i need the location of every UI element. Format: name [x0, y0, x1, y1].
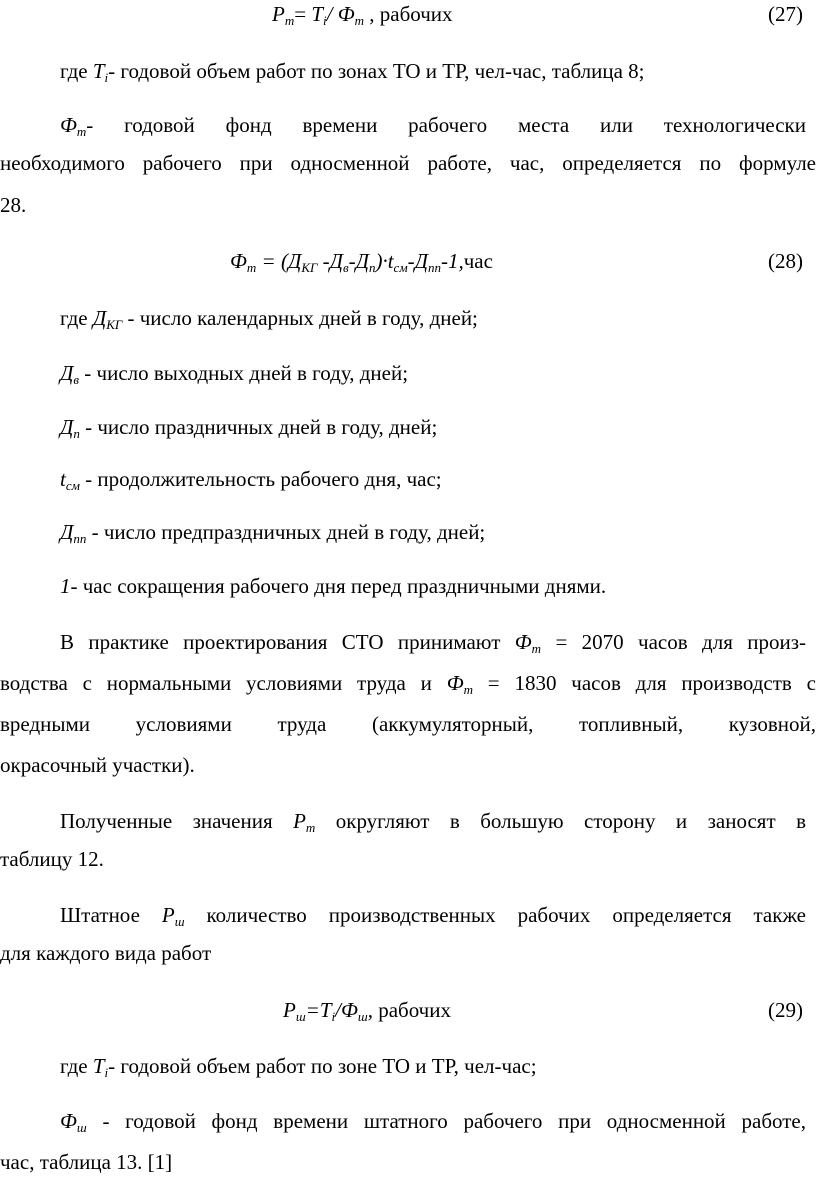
- formula-27: $P_т= T_i/$ $Ф_т$ , рабочих: [272, 2, 453, 28]
- definition-one-hour: 1- час сокращения рабочего дня перед праздничными днями.: [60, 574, 607, 598]
- rounding-line2: таблицу 12.: [0, 847, 104, 871]
- rounding-line1: Полученные значения $Р_т$ округляют в большую сторону и заносят в: [60, 809, 806, 835]
- definition-t-sm: $t_{см}$ - продолжительность рабочего дня, час;: [60, 467, 442, 493]
- definition-d-pp: $Д_{пп}$ - число предпраздничных дней в году, дней;: [60, 520, 486, 546]
- definition-d-v: $Д_в$ - число выходных дней в году, дней;: [60, 361, 409, 387]
- formula-28-number: (28): [768, 249, 803, 273]
- formula-29: $Р_ш=T_i/Ф_ш$, рабочих: [283, 998, 451, 1024]
- practice-line3: вредными условиями труда (аккумуляторный, топливный, кузовной,: [0, 712, 816, 736]
- definition-phi-t-line3: 28.: [0, 193, 27, 217]
- staff-line1: Штатное $Р_ш$ количество производственных рабочих определяется также: [60, 903, 807, 929]
- definition-ti: где $T_i-$ годовой объем работ по зонах ТО и ТР, чел-час, таблица 8;: [60, 59, 645, 85]
- staff-line2: для каждого вида работ: [0, 941, 212, 965]
- definition-d-p: $Д_п$ - число праздничных дней в году, дней;: [60, 415, 438, 441]
- formula-27-number: (27): [768, 2, 803, 26]
- practice-line2: водства с нормальными условиями труда и $Ф_т = 1830$ часов для производств с: [0, 671, 816, 697]
- definition-ti-2: где $T_i-$ годовой объем работ по зоне ТО и ТР, чел-час;: [60, 1054, 537, 1080]
- formula-28: $Ф_т = (Д_{КГ}$ $-Д_в-Д_п)\cdot t_{см}-Д_{пп}-1,час$: [230, 249, 493, 275]
- formula-29-number: (29): [768, 998, 803, 1022]
- definition-phi-sh-line1: $Ф_ш$ - годовой фонд времени штатного рабочего при односменной работе,: [60, 1109, 806, 1135]
- practice-line1: В практике проектирования СТО принимают $Ф_т = 2070$ часов для произ-: [60, 630, 806, 656]
- definition-d-kg: где $Д_{КГ}$ - число календарных дней в году, дней;: [60, 306, 478, 332]
- practice-line4: окрасочный участки).: [0, 753, 195, 777]
- definition-phi-t-line2: необходимого рабочего при односменной работе, час, определяется по формуле: [0, 151, 816, 175]
- definition-phi-t-line1: $Ф_т-$ годовой фонд времени рабочего места или технологически: [60, 113, 806, 139]
- definition-phi-sh-line2: час, таблица 13. [1]: [0, 1150, 173, 1174]
